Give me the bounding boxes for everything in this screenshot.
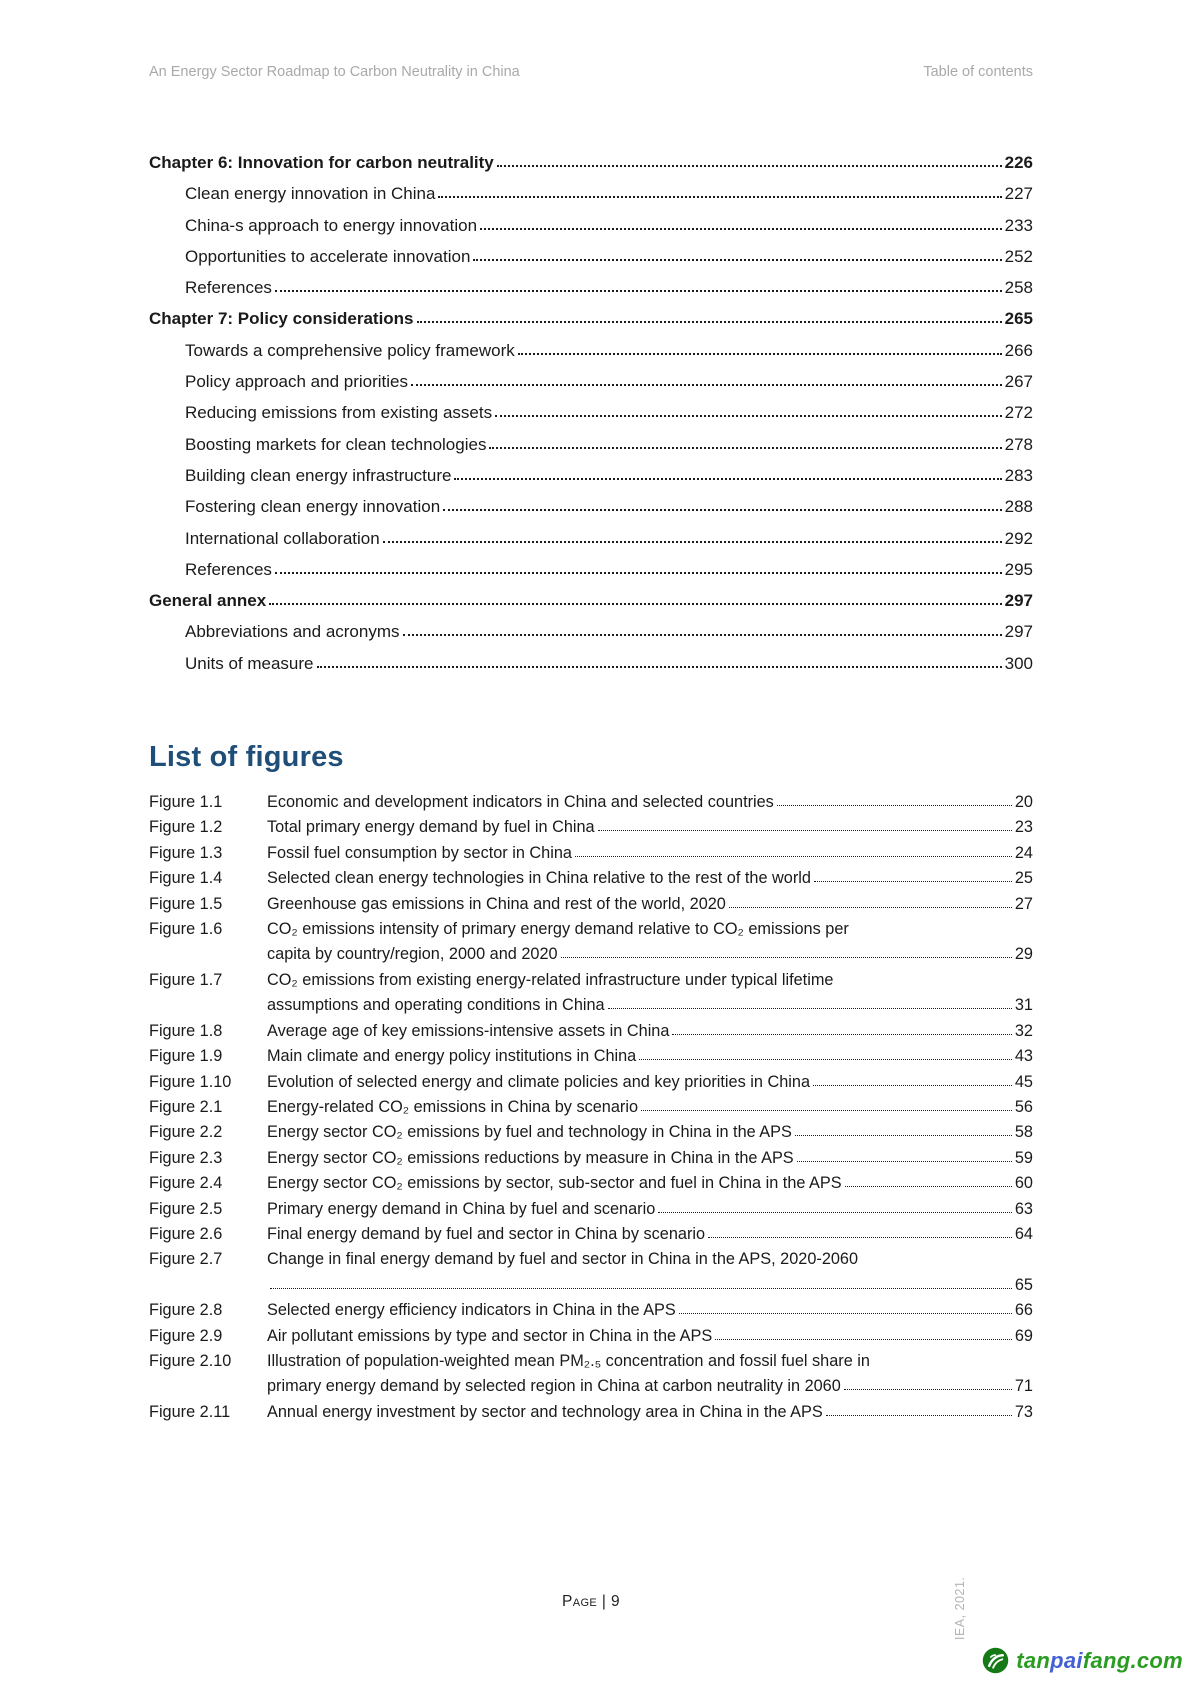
figure-entry-line (267, 942, 1033, 967)
figure-entry-page: 56 (1014, 1097, 1033, 1116)
toc-entry-title: Reducing emissions from existing assets (185, 403, 493, 423)
toc-entry (149, 241, 1033, 272)
figure-entry (149, 1146, 1033, 1171)
toc-entry-title: China-s approach to energy innovation (185, 215, 478, 235)
figure-entry-page: 66 (1014, 1301, 1033, 1320)
figure-entry-body (267, 1019, 1033, 1044)
figure-entry-label: Figure 2.1 (149, 1097, 223, 1116)
figure-entry-line (267, 1019, 1033, 1044)
dotted-leader (708, 1237, 1012, 1238)
toc-entry (149, 210, 1033, 241)
dotted-leader (489, 447, 1001, 449)
figure-entry-title: Illustration of population-weighted mean PM₂.₅ concentration and fossil fuel share in (267, 1351, 870, 1370)
figure-entry-page: 71 (1014, 1377, 1033, 1396)
figure-entry (149, 1247, 1033, 1298)
figure-entry-label: Figure 2.3 (149, 1148, 223, 1167)
toc-entry-page: 297 (1004, 591, 1033, 611)
figure-entry-line (267, 1273, 1033, 1298)
figure-entry-page: 45 (1014, 1072, 1033, 1091)
toc-entry (149, 554, 1033, 585)
dotted-leader (317, 666, 1002, 668)
dotted-leader (417, 321, 1002, 323)
toc-entry (149, 585, 1033, 616)
toc-entry-page: 233 (1004, 215, 1033, 235)
figure-entry (149, 968, 1033, 1019)
figure-entry-title: Air pollutant emissions by type and sector in China in the APS (267, 1326, 713, 1345)
toc-entry (149, 616, 1033, 647)
toc-entry-page: 300 (1004, 653, 1033, 673)
figure-entry-label: Figure 2.9 (149, 1326, 223, 1345)
toc-entry-title: References (185, 559, 272, 579)
figure-entry-title: Economic and development indicators in China and selected countries (267, 793, 774, 812)
figure-entry-title: Selected energy efficiency indicators in China in the APS (267, 1301, 676, 1320)
figure-entry (149, 1019, 1033, 1044)
toc-list (149, 147, 1033, 679)
dotted-leader (639, 1059, 1012, 1060)
figure-entry-body (267, 968, 1033, 1019)
toc-entry-title: Units of measure (185, 653, 314, 673)
figure-entry-page: 73 (1014, 1402, 1033, 1421)
figure-entry-title: Energy sector CO₂ emissions by fuel and technology in China in the APS (267, 1123, 792, 1142)
toc-entry (149, 397, 1033, 428)
figure-entry-label: Figure 1.3 (149, 843, 223, 862)
toc-entry-title: Towards a comprehensive policy framework (185, 340, 515, 360)
figure-entry-line (267, 1146, 1033, 1171)
toc-entry-page: 227 (1004, 184, 1033, 204)
figure-entry-title: Final energy demand by fuel and sector in China by scenario (267, 1224, 706, 1243)
toc-entry-title: International collaboration (185, 528, 380, 548)
header-section-label: Table of contents (923, 64, 1033, 80)
tanpaifang-logo-icon[interactable] (982, 1647, 1009, 1674)
list-of-figures-heading: List of figures (149, 741, 344, 774)
figure-entry-line (267, 1349, 1033, 1374)
toc-entry-title: Chapter 6: Innovation for carbon neutrality (149, 153, 494, 172)
figure-entry-title: Fossil fuel consumption by sector in China (267, 843, 572, 862)
figure-entry-body (267, 1171, 1033, 1196)
toc-entry-title: Clean energy innovation in China (185, 184, 436, 204)
figure-entry-title: capita by country/region, 2000 and 2020 (267, 945, 558, 964)
toc-entry-page: 266 (1004, 340, 1033, 360)
dotted-leader (561, 957, 1012, 958)
toc-entry-title: Abbreviations and acronyms (185, 622, 400, 642)
figure-entry-label: Figure 1.9 (149, 1047, 223, 1066)
toc-entry-page: 283 (1004, 465, 1033, 485)
dotted-leader (715, 1339, 1012, 1340)
figure-entry (149, 841, 1033, 866)
dotted-leader (844, 1389, 1012, 1390)
figure-entry (149, 866, 1033, 891)
dotted-leader (454, 478, 1001, 480)
watermark-text-segment[interactable]: fang.com (1082, 1647, 1183, 1673)
dotted-leader (383, 541, 1002, 543)
dotted-leader (608, 1008, 1012, 1009)
figure-entry-line (267, 1247, 1033, 1272)
figure-entry-label: Figure 2.11 (149, 1402, 231, 1421)
figure-entry (149, 790, 1033, 815)
dotted-leader (826, 1415, 1012, 1416)
running-title: An Energy Sector Roadmap to Carbon Neutrality in China (149, 64, 520, 80)
figure-entry-body (267, 1247, 1033, 1298)
figure-entry-line (267, 866, 1033, 891)
figure-entry (149, 1298, 1033, 1323)
watermark-text-segment[interactable]: pai (1050, 1647, 1083, 1673)
toc-entry-page: 252 (1004, 246, 1033, 266)
figure-entry-line (267, 815, 1033, 840)
page-number-footer: Page | 9 (561, 1593, 621, 1610)
figure-entry-line (267, 968, 1033, 993)
toc-entry-page: 288 (1004, 497, 1033, 517)
figure-entry-page: 31 (1014, 996, 1033, 1015)
dotted-leader (598, 830, 1012, 831)
figure-entry-page: 23 (1014, 818, 1033, 837)
figure-entry-title: assumptions and operating conditions in China (267, 996, 605, 1015)
toc-entry-title: References (185, 278, 272, 298)
figure-entry-page: 27 (1014, 894, 1033, 913)
page-content (149, 147, 1033, 1425)
figure-entry-label: Figure 2.2 (149, 1123, 223, 1142)
figure-entry-page: 29 (1014, 945, 1033, 964)
figure-entry-page: 60 (1014, 1174, 1033, 1193)
iea-copyright-side-note: IEA, 2021. (953, 1576, 967, 1640)
dotted-leader (438, 196, 1001, 198)
toc-entry (149, 491, 1033, 522)
figure-entry-body (267, 892, 1033, 917)
figure-entry-body (267, 841, 1033, 866)
figure-entry-page: 58 (1014, 1123, 1033, 1142)
figure-entry (149, 1171, 1033, 1196)
site-watermark[interactable] (982, 1647, 1183, 1674)
figure-entry (149, 892, 1033, 917)
figure-entry-body (267, 815, 1033, 840)
dotted-leader (270, 1288, 1012, 1289)
figure-entry-label: Figure 2.4 (149, 1174, 223, 1193)
figure-entry-body (267, 1298, 1033, 1323)
figure-entry-line (267, 1120, 1033, 1145)
figure-entry (149, 1324, 1033, 1349)
toc-entry-title: General annex (149, 591, 267, 611)
dotted-leader (641, 1110, 1012, 1111)
toc-entry-page: 295 (1004, 559, 1033, 579)
toc-entry-page: 272 (1004, 403, 1033, 423)
figure-entry-title: Change in final energy demand by fuel and sector in China in the APS, 2020-2060 (267, 1250, 859, 1269)
figure-entry-title: Energy sector CO₂ emissions by sector, sub-sector and fuel in China in the APS (267, 1174, 842, 1193)
dotted-leader (403, 634, 1002, 636)
figure-entry-title: Average age of key emissions-intensive assets in China (267, 1021, 670, 1040)
figure-entry-page: 20 (1014, 793, 1033, 812)
figure-entry-page: 59 (1014, 1148, 1033, 1167)
figure-entry (149, 917, 1033, 968)
figure-entry-page: 43 (1014, 1047, 1033, 1066)
dotted-leader (275, 290, 1002, 292)
figure-entry-line (267, 1324, 1033, 1349)
dotted-leader (797, 1161, 1012, 1162)
figure-entry-title: primary energy demand by selected region in China at carbon neutrality in 2060 (267, 1377, 841, 1396)
toc-entry-title: Chapter 7: Policy considerations (149, 309, 414, 329)
figure-entry-title: Greenhouse gas emissions in China and rest of the world, 2020 (267, 894, 726, 913)
figure-entry-body (267, 917, 1033, 968)
figure-entry-line (267, 1400, 1033, 1425)
figure-entry-title: Total primary energy demand by fuel in China (267, 818, 595, 837)
figure-entry-body (267, 1095, 1033, 1120)
toc-entry (149, 460, 1033, 491)
figure-entry-label: Figure 2.5 (149, 1199, 223, 1218)
figure-entry-line (267, 1374, 1033, 1399)
figure-entry-line (267, 892, 1033, 917)
toc-entry-page: 278 (1004, 434, 1033, 454)
toc-entry (149, 147, 1033, 178)
dotted-leader (480, 228, 1002, 230)
dotted-leader (495, 415, 1002, 417)
toc-entry (149, 648, 1033, 679)
toc-entry (149, 523, 1033, 554)
figure-list (149, 790, 1033, 1425)
toc-entry-title: Opportunities to accelerate innovation (185, 246, 471, 266)
figure-entry-title: Main climate and energy policy institutions in China (267, 1047, 637, 1066)
figure-entry-label: Figure 1.10 (149, 1072, 232, 1091)
figure-entry-line (267, 1197, 1033, 1222)
dotted-leader (679, 1313, 1012, 1314)
toc-entry-title: Fostering clean energy innovation (185, 497, 441, 517)
figure-entry-body (267, 1400, 1033, 1425)
figure-entry-page: 63 (1014, 1199, 1033, 1218)
figure-entry-title: Annual energy investment by sector and technology area in China in the APS (267, 1402, 823, 1421)
toc-entry (149, 272, 1033, 303)
dotted-leader (814, 881, 1012, 882)
dotted-leader (269, 603, 1001, 605)
figure-entry-body (267, 1222, 1033, 1247)
figure-entry-label: Figure 1.1 (149, 793, 223, 812)
figure-entry (149, 1197, 1033, 1222)
dotted-leader (443, 509, 1001, 511)
figure-entry-page: 24 (1014, 843, 1033, 862)
toc-entry-page: 258 (1004, 278, 1033, 298)
toc-entry-page: 265 (1004, 309, 1033, 329)
figure-entry-label: Figure 2.10 (149, 1351, 232, 1370)
dotted-leader (729, 907, 1012, 908)
figure-entry-body (267, 1349, 1033, 1400)
figure-entry (149, 1349, 1033, 1400)
figure-entry (149, 1044, 1033, 1069)
dotted-leader (411, 384, 1002, 386)
figure-entry-line (267, 993, 1033, 1018)
figure-entry-label: Figure 1.2 (149, 818, 223, 837)
dotted-leader (795, 1135, 1012, 1136)
figure-entry-label: Figure 1.4 (149, 869, 223, 888)
figure-entry-title: Energy sector CO₂ emissions reductions by measure in China in the APS (267, 1148, 794, 1167)
page-header (149, 64, 1033, 80)
figure-entry-title: Primary energy demand in China by fuel and scenario (267, 1199, 656, 1218)
figure-entry-label: Figure 1.5 (149, 894, 223, 913)
figure-entry-title: Energy-related CO₂ emissions in China by scenario (267, 1097, 639, 1116)
figure-entry-body (267, 790, 1033, 815)
toc-entry-page: 292 (1004, 528, 1033, 548)
toc-entry (149, 335, 1033, 366)
figure-entry-page: 65 (1014, 1275, 1033, 1294)
dotted-leader (672, 1034, 1011, 1035)
dotted-leader (777, 805, 1012, 806)
figure-entry-body (267, 1146, 1033, 1171)
toc-entry-title: Boosting markets for clean technologies (185, 434, 487, 454)
figure-entry-page: 64 (1014, 1224, 1033, 1243)
figure-entry-label: Figure 2.8 (149, 1301, 223, 1320)
figure-entry-label: Figure 1.7 (149, 970, 223, 989)
figure-entry-line (267, 790, 1033, 815)
dotted-leader (813, 1085, 1012, 1086)
toc-entry-title: Policy approach and priorities (185, 372, 409, 392)
figure-entry-title: CO₂ emissions from existing energy-related infrastructure under typical lifetime (267, 970, 834, 989)
toc-entry-page: 267 (1004, 372, 1033, 392)
figure-entry-label: Figure 2.6 (149, 1224, 223, 1243)
toc-entry-title: Building clean energy infrastructure (185, 465, 452, 485)
toc-entry (149, 178, 1033, 209)
figure-entry-line (267, 1095, 1033, 1120)
toc-entry (149, 366, 1033, 397)
figure-entry-label: Figure 1.8 (149, 1021, 223, 1040)
figure-entry-title: Evolution of selected energy and climate policies and key priorities in China (267, 1072, 811, 1091)
figure-entry-line (267, 841, 1033, 866)
figure-entry-line (267, 917, 1033, 942)
watermark-text[interactable] (1016, 1648, 1183, 1674)
figure-entry-title: CO₂ emissions intensity of primary energy demand relative to CO₂ emissions per (267, 920, 849, 939)
figure-entry-line (267, 1298, 1033, 1323)
figure-entry-page: 69 (1014, 1326, 1033, 1345)
figure-entry-title: Selected clean energy technologies in China relative to the rest of the world (267, 869, 811, 888)
figure-entry-line (267, 1070, 1033, 1095)
figure-entry-body (267, 1197, 1033, 1222)
figure-entry-body (267, 1324, 1033, 1349)
toc-entry-page: 226 (1004, 153, 1033, 172)
figure-entry-body (267, 1120, 1033, 1145)
dotted-leader (497, 165, 1002, 167)
toc-entry-page: 297 (1004, 622, 1033, 642)
figure-entry-line (267, 1171, 1033, 1196)
figure-entry-label: Figure 2.7 (149, 1250, 223, 1269)
watermark-text-segment[interactable]: tan (1016, 1647, 1051, 1673)
figure-entry (149, 815, 1033, 840)
figure-entry-body (267, 1044, 1033, 1069)
figure-entry (149, 1120, 1033, 1145)
figure-entry (149, 1400, 1033, 1425)
figure-entry-page: 25 (1014, 869, 1033, 888)
figure-entry (149, 1222, 1033, 1247)
dotted-leader (658, 1212, 1012, 1213)
dotted-leader (275, 572, 1002, 574)
dotted-leader (518, 353, 1002, 355)
dotted-leader (473, 259, 1001, 261)
dotted-leader (845, 1186, 1012, 1187)
figure-entry-label: Figure 1.6 (149, 920, 223, 939)
toc-entry (149, 303, 1033, 334)
figure-entry (149, 1095, 1033, 1120)
figure-entry-line (267, 1044, 1033, 1069)
figure-entry-page: 32 (1014, 1021, 1033, 1040)
figure-entry-line (267, 1222, 1033, 1247)
figure-entry-body (267, 1070, 1033, 1095)
figure-entry-body (267, 866, 1033, 891)
toc-entry (149, 429, 1033, 460)
figure-entry (149, 1070, 1033, 1095)
dotted-leader (575, 856, 1012, 857)
